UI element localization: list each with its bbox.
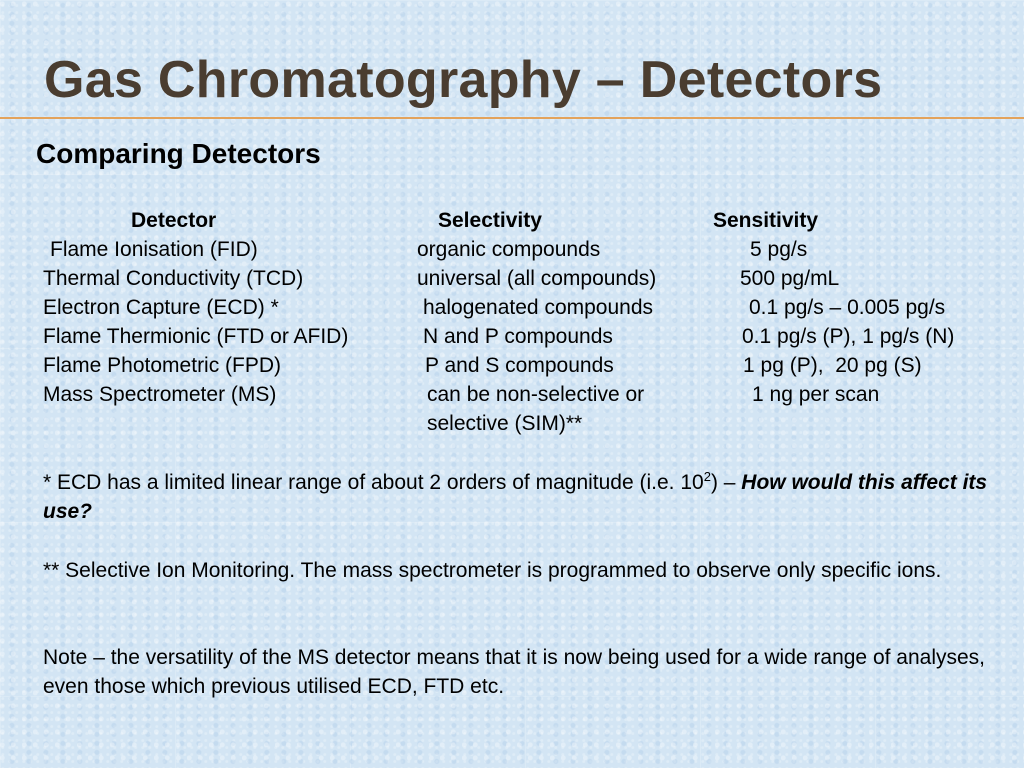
detector-cell: Flame Thermionic (FTD or AFID) [43, 325, 349, 348]
header-selectivity: Selectivity [438, 209, 542, 232]
header-sensitivity: Sensitivity [713, 209, 819, 232]
selectivity-cell: P and S compounds [425, 354, 614, 377]
ecd-footnote-text: * ECD has a limited linear range of about 2 orders of magnitude (i.e. 10 [43, 471, 704, 494]
sensitivity-cell: 1 ng per scan [752, 383, 880, 406]
table-header-row [0, 206, 1024, 235]
sensitivity-cell: 0.1 pg/s – 0.005 pg/s [749, 296, 946, 319]
table-row [0, 409, 1024, 438]
sensitivity-cell: 0.1 pg/s (P), 1 pg/s (N) [742, 325, 955, 348]
slide-title: Gas Chromatography – Detectors [44, 51, 883, 109]
ecd-question: How would this affect its use? [43, 471, 988, 523]
table-row [0, 264, 1024, 293]
selectivity-cell: halogenated compounds [423, 296, 654, 319]
detector-cell: Thermal Conductivity (TCD) [43, 267, 304, 290]
detector-cell: Electron Capture (ECD) * [43, 296, 279, 319]
ecd-footnote [43, 468, 993, 526]
sim-footnote: ** Selective Ion Monitoring. The mass spectrometer is programmed to observe only specific ions. [43, 559, 942, 582]
detector-cell: Flame Ionisation (FID) [50, 238, 258, 261]
selectivity-cell: N and P compounds [423, 325, 613, 348]
detector-cell: Mass Spectrometer (MS) [43, 383, 277, 406]
title-divider [0, 117, 1024, 119]
sensitivity-cell: 500 pg/mL [740, 267, 840, 290]
ecd-footnote-dash: ) – [710, 471, 742, 494]
table-row [0, 380, 1024, 409]
selectivity-cell: can be non-selective or [427, 383, 645, 406]
selectivity-cell: universal (all compounds) [417, 267, 657, 290]
table-row [0, 322, 1024, 351]
table-row [0, 235, 1024, 264]
selectivity-cell: selective (SIM)** [427, 412, 583, 435]
sensitivity-cell: 1 pg (P), 20 pg (S) [743, 354, 922, 377]
header-detector: Detector [131, 209, 217, 232]
ms-note: Note – the versatility of the MS detector means that it is now being used for a wide range of analyses, even those which previous utilised ECD, FTD etc. [43, 646, 986, 698]
detector-cell: Flame Photometric (FPD) [43, 354, 282, 377]
table-row [0, 351, 1024, 380]
table-row [0, 293, 1024, 322]
sensitivity-cell: 5 pg/s [750, 238, 808, 261]
section-heading: Comparing Detectors [36, 138, 321, 169]
ecd-exponent: 2 [703, 469, 711, 484]
selectivity-cell: organic compounds [417, 238, 601, 261]
